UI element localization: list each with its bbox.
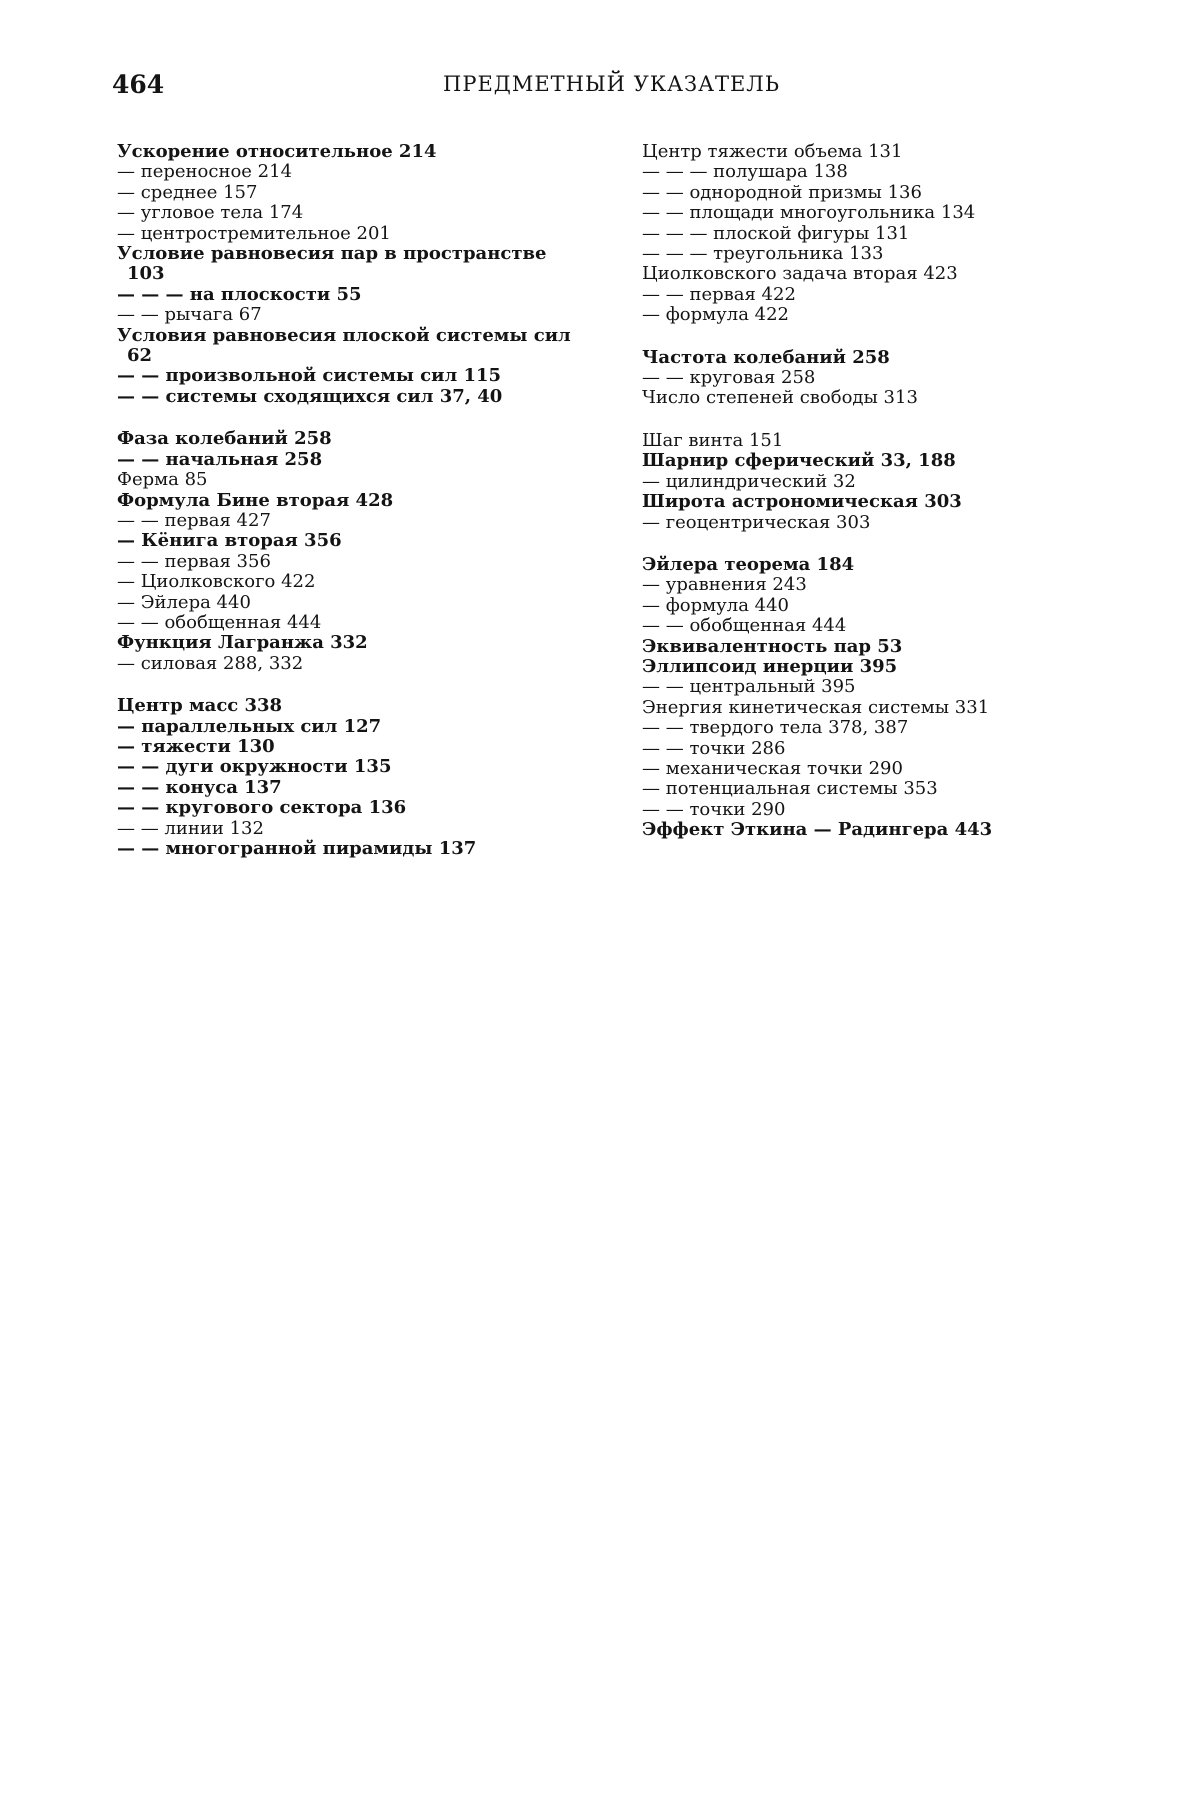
index-entry: Число степеней свободы 313 (642, 387, 918, 409)
index-entry: Частота колебаний 258 (642, 346, 890, 368)
index-entry: Условие равновесия пар в пространстве 103 (117, 243, 547, 285)
index-entry: — — площади многоугольника 134 (642, 202, 976, 224)
index-entry: — — однородной призмы 136 (642, 181, 922, 203)
index-entry: Широта астрономическая 303 (642, 491, 962, 513)
index-entry: — среднее 157 (117, 181, 258, 203)
index-entry: Шаг винта 151 (642, 429, 784, 451)
index-group (642, 142, 1097, 326)
index-entry: — — — полушара 138 (642, 161, 848, 183)
index-entry: — Эйлера 440 (117, 591, 251, 613)
index-entry: — Циолковского 422 (117, 571, 316, 593)
index-entry: — — центральный 395 (642, 676, 856, 698)
index-entry: — угловое тела 174 (117, 202, 304, 224)
index-entry: — — точки 286 (642, 737, 786, 759)
index-entry: — — круговая 258 (642, 367, 816, 389)
index-group (642, 348, 1097, 409)
index-entry: — силовая 288, 332 (117, 652, 304, 674)
index-entry: — механическая точки 290 (642, 757, 903, 779)
page-number: 464 (112, 70, 165, 99)
index-entry: Функция Лагранжа 332 (117, 632, 368, 654)
index-entry: Циолковского задача вторая 423 (642, 263, 958, 285)
index-entry: — переносное 214 (117, 161, 293, 183)
index-entry: — — первая 427 (117, 509, 271, 531)
index-group (117, 142, 572, 407)
index-group (642, 431, 1097, 533)
index-entry: — — произвольной системы сил 115 (117, 365, 502, 387)
index-entry: — — обобщенная 444 (117, 611, 322, 633)
index-entry: Эйлера теорема 184 (642, 553, 855, 575)
index-entry: — уравнения 243 (642, 574, 807, 596)
index-entry: — — — треугольника 133 (642, 243, 884, 265)
index-entry: — — твердого тела 378, 387 (642, 717, 909, 739)
index-entry: — — начальная 258 (117, 448, 323, 470)
index-entry: — центростремительное 201 (117, 222, 391, 244)
index-entry: — — точки 290 (642, 798, 786, 820)
index-entry: — параллельных сил 127 (117, 715, 382, 737)
index-entry: Центр тяжести объема 131 (642, 141, 903, 162)
index-entry: — — линии 132 (117, 817, 264, 839)
index-group (117, 429, 572, 674)
index-entry: Ферма 85 (117, 469, 208, 491)
index-entry: Эффект Эткина — Радингера 443 (642, 819, 993, 841)
index-entry: Фаза колебаний 258 (117, 428, 332, 450)
index-entry: Шарнир сферический 33, 188 (642, 450, 956, 472)
index-entry: Центр масс 338 (117, 695, 283, 717)
index-entry: — — конуса 137 (117, 776, 282, 798)
index-entry: — — кругового сектора 136 (117, 797, 407, 819)
index-column-right (642, 142, 1097, 863)
index-entry: — формула 422 (642, 304, 790, 326)
index-entry: — — — плоской фигуры 131 (642, 222, 910, 244)
index-entry: — потенциальная системы 353 (642, 778, 938, 800)
index-entry: — — дуги окружности 135 (117, 756, 392, 778)
index-entry: Эквивалентность пар 53 (642, 635, 903, 657)
running-head: ПРЕДМЕТНЫЙ УКАЗАТЕЛЬ (443, 72, 780, 96)
index-group (642, 555, 1097, 841)
index-column-left (117, 142, 572, 881)
index-entry: — — первая 422 (642, 283, 796, 305)
index-entry: — — рычага 67 (117, 304, 262, 326)
index-entry: — — первая 356 (117, 550, 271, 572)
index-entry: Ускорение относительное 214 (117, 141, 437, 162)
index-entry: Эллипсоид инерции 395 (642, 655, 898, 677)
index-entry: Формула Бине вторая 428 (117, 489, 394, 511)
index-group (117, 696, 572, 859)
index-entry: — — многогранной пирамиды 137 (117, 838, 477, 859)
index-entry: — формула 440 (642, 594, 790, 616)
index-entry: Условия равновесия плоской системы сил 62 (117, 324, 571, 367)
index-entry: — — системы сходящихся сил 37, 40 (117, 385, 503, 407)
index-entry: — тяжести 130 (117, 735, 275, 757)
index-entry: Энергия кинетическая системы 331 (642, 696, 990, 718)
index-entry: — — — на плоскости 55 (117, 283, 362, 305)
index-entry: — цилиндрический 32 (642, 470, 856, 492)
index-entry: — геоцентрическая 303 (642, 511, 871, 533)
index-entry: — — обобщенная 444 (642, 615, 847, 637)
index-entry: — Кёнига вторая 356 (117, 530, 342, 552)
